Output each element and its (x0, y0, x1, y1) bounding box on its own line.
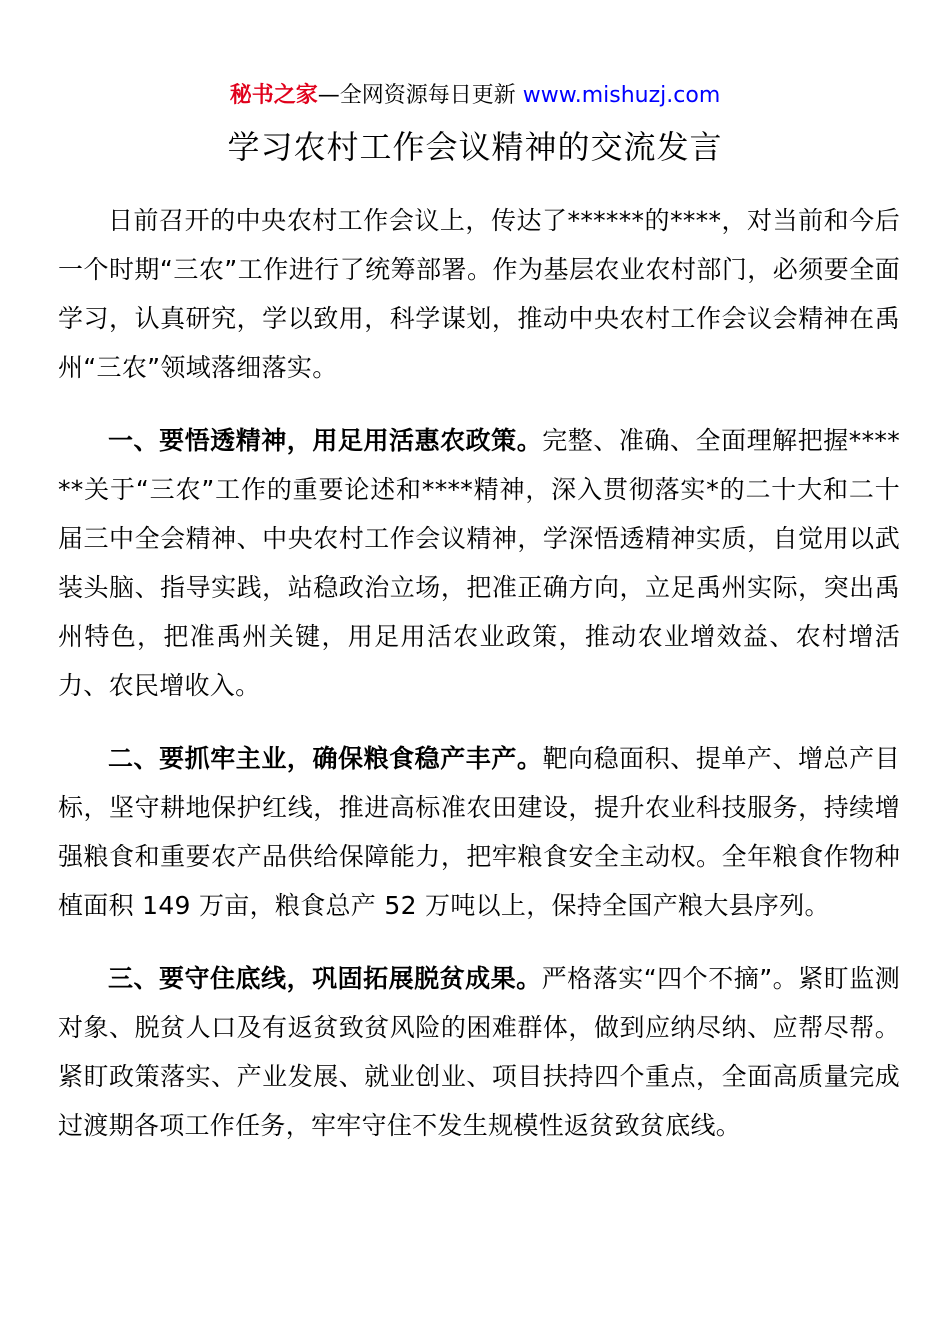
section-text-3: 严格落实“四个不摘”。紧盯监测对象、脱贫人口及有返贫致贫风险的困难群体，做到应纳尽纳、应帮尽帮。紧盯政策落实、产业发展、就业创业、项目扶持四个重点，全面高质量完成过渡期各项工作任务，牢牢守住不发生规模性返贫致贫底线。 (58, 964, 901, 1140)
section-paragraph-3 (58, 954, 900, 1150)
section-text-2: 靶向稳面积、提单产、增总产目标，坚守耕地保护红线，推进高标准农田建设，提升农业科技服务，持续增强粮食和重要农产品供给保障能力，把牢粮食安全主动权。全年粮食作物种植面积 149 万亩，粮食总产 52 万吨以上，保持全国产粮大县序列。 (58, 744, 901, 920)
section-heading-2: 二、要抓牢主业，确保粮食稳产丰产。 (108, 744, 543, 773)
header-tagline: —全网资源每日更新 (317, 83, 523, 108)
section-paragraph-2 (58, 734, 900, 930)
section-heading-3: 三、要守住底线，巩固拓展脱贫成果。 (108, 964, 542, 993)
document-body (58, 196, 900, 1174)
document-title: 学习农村工作会议精神的交流发言 (227, 128, 723, 166)
brand-name: 秘书之家 (229, 83, 318, 108)
section-heading-1: 一、要悟透精神，用足用活惠农政策。 (108, 426, 543, 455)
section-paragraph-1 (58, 416, 900, 710)
site-url-link[interactable]: www.mishuzj.com (522, 83, 721, 108)
site-header (0, 80, 950, 112)
intro-paragraph: 日前召开的中央农村工作会议上，传达了******的****，对当前和今后一个时期“三农”工作进行了统筹部署。作为基层农业农村部门，必须要全面学习，认真研究，学以致用，科学谋划，推动中央农村工作会议会精神在禹州“三农”领域落细落实。 (58, 206, 900, 382)
section-text-1: 完整、准确、全面理解把握******关于“三农”工作的重要论述和****精神，深入贯彻落实*的二十大和二十届三中全会精神、中央农村工作会议精神，学深悟透精神实质，自觉用以武装头脑、指导实践，站稳政治立场，把准正确方向，立足禹州实际，突出禹州特色，把准禹州关键，用足用活农业政策，推动农业增效益、农村增活力、农民增收入。 (58, 426, 900, 700)
